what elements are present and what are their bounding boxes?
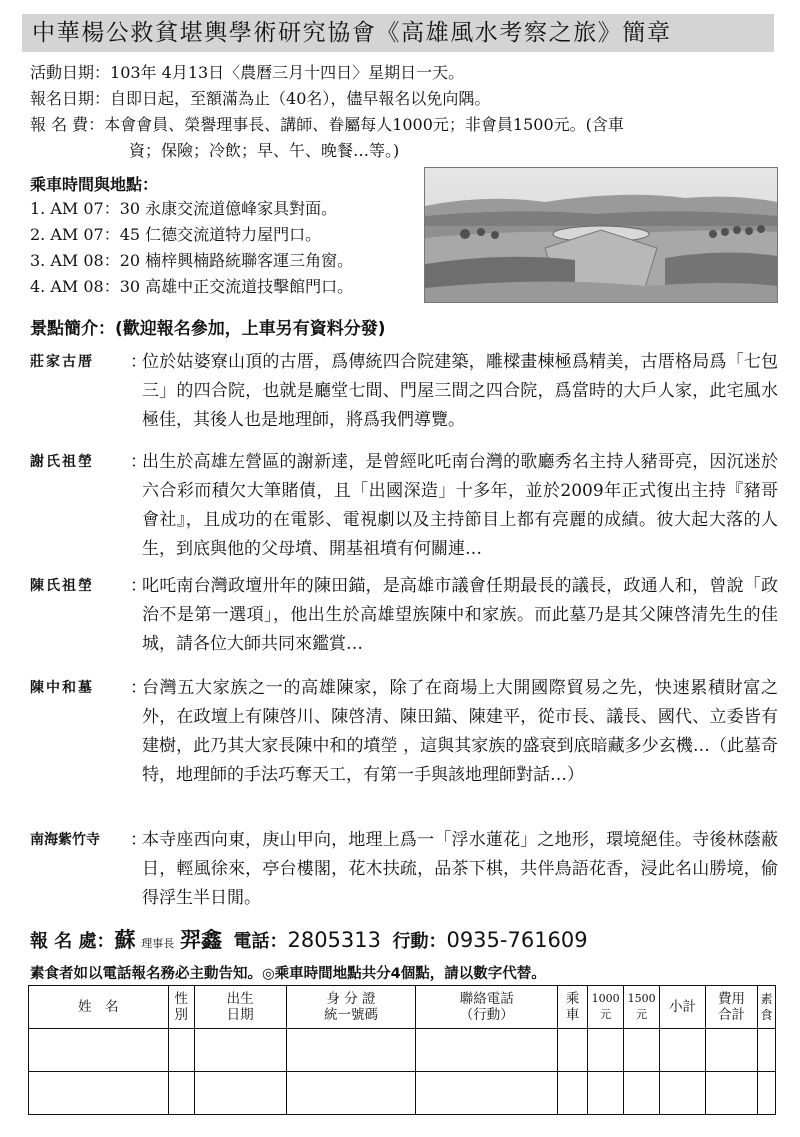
pickup-heading: 乘車時間與地點： [30, 175, 159, 194]
header-id-number: 身 分 證 統一號碼 [286, 986, 416, 1029]
spots-heading: 景點簡介：(歡迎報名參加，上車另有資料分發) [30, 319, 386, 339]
table-header-row [29, 986, 776, 1029]
header-subtotal: 小計 [660, 986, 706, 1029]
form-cell[interactable] [286, 1029, 416, 1072]
pickup-item-1: 1. AM 07：30 永康交流道億峰家具對面。 [30, 199, 338, 218]
landscape-photo [424, 167, 778, 303]
form-cell[interactable] [558, 1029, 588, 1072]
spot-name: 南海紫竹寺 [30, 832, 100, 848]
form-cell[interactable] [624, 1029, 660, 1072]
spot-name: 陳中和墓 [30, 680, 94, 696]
form-cell[interactable] [29, 1029, 169, 1072]
mobile-label: 行動： [392, 931, 447, 952]
table-row[interactable] [29, 1072, 776, 1115]
form-cell[interactable] [558, 1072, 588, 1115]
form-cell[interactable] [168, 1072, 194, 1115]
spot-description: 台灣五大家族之一的高雄陳家，除了在商場上大開國際貿易之先，快速累積財富之外，在政壇上有陳啓川、陳啓清、陳田錨、陳建平，從市長、議長、國代、立委皆有建樹，此乃其大家長陳中和的墳塋 ，這與其家族的盛衰到底暗藏多少玄機…（此墓奇特，地理師的手法巧奪天工，有第一手與該地理師對話…） [142, 678, 778, 785]
form-cell[interactable] [168, 1029, 194, 1072]
registration-form-table [28, 985, 776, 1115]
header-name: 姓 名 [29, 986, 169, 1029]
spot-description: 叱吒南台灣政壇卅年的陳田錨，是高雄市議會任期最長的議長，政通人和，曾說「政治不是第一選項」，他出生於高雄望族陳中和家族。而此墓乃是其父陳啓清先生的佳城，請各位大師共同來鑑賞… [142, 576, 778, 654]
form-cell[interactable] [29, 1072, 169, 1115]
page-title: 中華楊公救貧堪輿學術研究協會《高雄風水考察之旅》簡章 [22, 14, 774, 52]
spot-name: 陳氏祖塋 [30, 578, 94, 594]
header-total: 費用 合計 [706, 986, 758, 1029]
header-fee-1500: 1500 元 [624, 986, 660, 1029]
form-cell[interactable] [706, 1029, 758, 1072]
registration-date-label: 報名日期： [30, 89, 111, 108]
registration-note: 素食者如以電話報名務必主動告知。◎乘車時間地點共分4個點，請以數字代替。 [30, 966, 546, 982]
form-cell[interactable] [706, 1072, 758, 1115]
event-date-row [30, 60, 464, 86]
form-cell[interactable] [286, 1072, 416, 1115]
spot-name: 謝氏祖塋 [30, 454, 94, 470]
fee-value-line1: 本會會員、榮譽理事長、講師、眷屬每人1000元；非會員1500元。(含車 [104, 115, 624, 134]
header-pickup: 乘 車 [558, 986, 588, 1029]
form-cell[interactable] [757, 1029, 775, 1072]
fee-row [30, 112, 624, 138]
form-cell[interactable] [624, 1072, 660, 1115]
pickup-item-2: 2. AM 07：45 仁德交流道特力屋門口。 [30, 225, 322, 244]
contact-person-name: 羿鑫 [180, 928, 223, 952]
fee-label: 報 名 費： [30, 115, 105, 134]
header-phone: 聯絡電話 （行動） [416, 986, 558, 1029]
registration-date-value: 自即日起，至額滿為止（40名），儘早報名以免向隅。 [110, 89, 491, 108]
table-row[interactable] [29, 1029, 776, 1072]
form-cell[interactable] [588, 1072, 624, 1115]
pickup-item-3: 3. AM 08：20 楠梓興楠路統聯客運三角窗。 [30, 251, 354, 270]
form-cell[interactable] [194, 1072, 286, 1115]
mobile-number: 0935-761609 [446, 928, 588, 952]
contact-label: 報 名 處： [30, 931, 115, 952]
tel-label: 電話： [233, 931, 288, 952]
contact-person-surname: 蘇 [114, 928, 136, 952]
form-cell[interactable] [660, 1072, 706, 1115]
spot-name: 莊家古厝 [30, 354, 94, 370]
spot-description: 出生於高雄左營區的謝新達，是曾經叱吒南台灣的歌廳秀名主持人豬哥亮，因沉迷於六合彩而積欠大筆賭債，且「出國深造」十多年，並於2009年正式復出主持『豬哥會社』，且成功的在電影、電視劇以及主持節目上都有亮麗的成績。彼大起大落的人生，到底與他的父母墳、開基祖墳有何關連… [142, 452, 778, 559]
header-gender: 性 別 [168, 986, 194, 1029]
tel-number: 2805313 [287, 928, 381, 952]
fee-value-line2: 資；保險；冷飲；早、午、晚餐…等。) [129, 141, 400, 160]
event-date-label: 活動日期： [30, 63, 111, 82]
form-cell[interactable] [588, 1029, 624, 1072]
header-fee-1000: 1000 元 [588, 986, 624, 1029]
pickup-item-4: 4. AM 08：30 高雄中正交流道技擊館門口。 [30, 277, 354, 296]
contact-role: 理事長 [141, 937, 175, 950]
spot-description: 位於姑婆寮山頂的古厝，爲傳統四合院建築，雕樑畫棟極爲精美，古厝格局爲「七包三」的四合院，也就是廳堂七間、門屋三間之四合院，爲當時的大戶人家，此宅風水極佳，其後人也是地理師，將爲我們導覽。 [142, 352, 778, 430]
header-vegetarian: 素 食 [757, 986, 775, 1029]
contact-row [30, 924, 588, 954]
form-cell[interactable] [416, 1072, 558, 1115]
spot-description: 本寺座西向東，庚山甲向，地理上爲一「浮水蓮花」之地形，環境絕佳。寺後林蔭蔽日，輕風徐來，亭台樓閣，花木扶疏，品茶下棋，共伴鳥語花香，浸此名山勝境，偷得浮生半日閒。 [142, 830, 778, 908]
form-cell[interactable] [660, 1029, 706, 1072]
form-cell[interactable] [416, 1029, 558, 1072]
form-cell[interactable] [757, 1072, 775, 1115]
form-cell[interactable] [194, 1029, 286, 1072]
registration-date-row [30, 86, 490, 112]
event-date-value: 103年 4月13日〈農曆三月十四日〉星期日一天。 [110, 63, 465, 82]
header-birthdate: 出生 日期 [194, 986, 286, 1029]
